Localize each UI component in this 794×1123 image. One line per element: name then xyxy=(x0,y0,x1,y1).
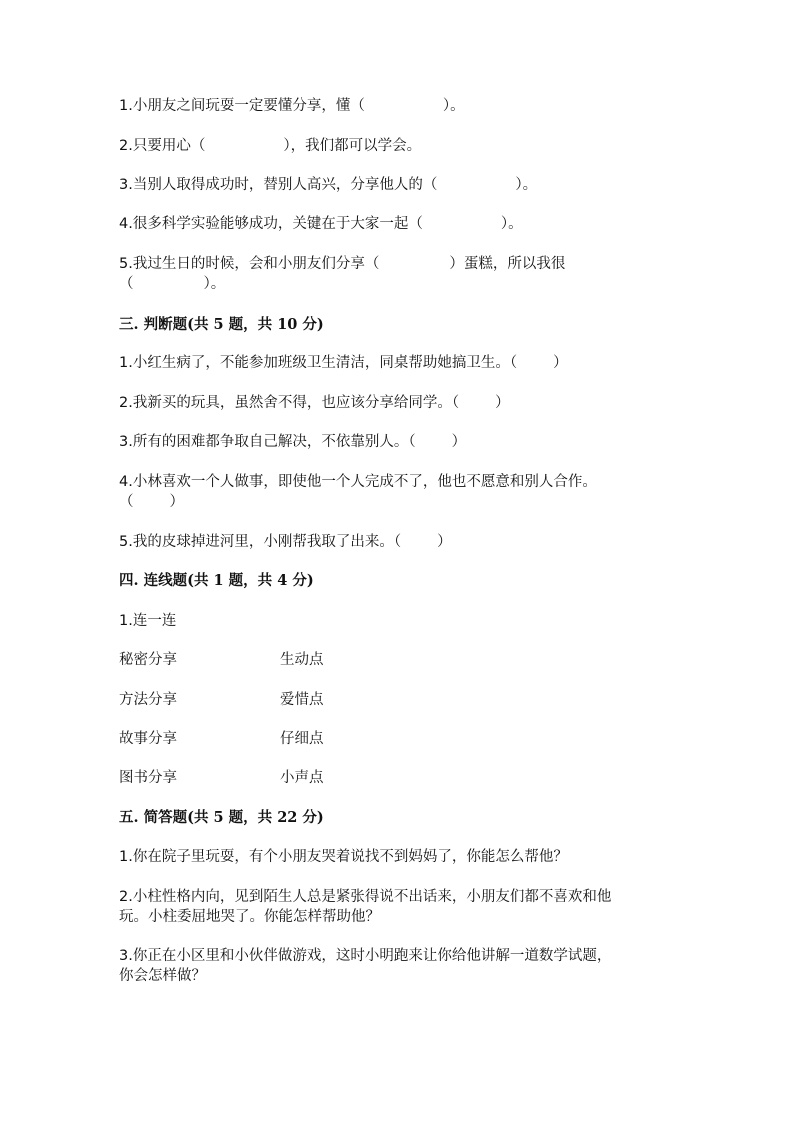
bracket-close: ） xyxy=(495,395,510,411)
matching-left-item[interactable]: 方法分享 xyxy=(119,692,177,708)
question-text: 我新买的玩具，虽然舍不得，也应该分享给同学。（ xyxy=(132,395,460,411)
question-text: 所有的困难都争取自己解决，不依靠别人。（ xyxy=(132,434,416,450)
section-heading-matching: 四. 连线题(共 1 题，共 4 分) xyxy=(119,572,314,589)
judge-q4-line2 xyxy=(119,492,184,512)
question-number: 1. xyxy=(119,98,133,114)
section-heading-judge: 三. 判断题(共 5 题，共 10 分) xyxy=(119,316,324,333)
short-answer-q3 xyxy=(119,946,611,966)
question-text-middle: ）蛋糕，所以我很 xyxy=(449,256,566,272)
question-text: 你正在小区里和小伙伴做游戏，这时小明跑来让你给他讲解一道数学试题， xyxy=(132,948,612,964)
matching-right-item[interactable]: 生动点 xyxy=(280,652,324,668)
judge-q5 xyxy=(119,532,452,552)
question-text-end: ）。 xyxy=(442,98,465,114)
bracket-close: ） xyxy=(169,494,184,510)
question-number: 1. xyxy=(119,355,133,371)
question-text: 小朋友之间玩耍一定要懂分享，懂（ xyxy=(132,98,365,114)
short-answer-q2-line2: 玩。小柱委屈地哭了。你能怎样帮助他？ xyxy=(119,909,380,925)
fill-blank-q4 xyxy=(119,214,523,234)
question-number: 3. xyxy=(119,434,133,450)
bracket-close: ） xyxy=(437,534,452,550)
question-text: 连一连 xyxy=(132,613,177,629)
fill-blank-q2 xyxy=(119,136,421,156)
short-answer-q3-line2: 你会怎样做？ xyxy=(119,968,206,984)
judge-q1 xyxy=(119,353,568,373)
judge-q4 xyxy=(119,472,597,492)
fill-blank-q5-line2 xyxy=(119,274,225,294)
question-text: 小柱性格内向，见到陌生人总是紧张得说不出话来，小朋友们都不喜欢和他 xyxy=(132,889,612,905)
question-text: 小林喜欢一个人做事，即使他一个人完成不了，他也不愿意和别人合作。 xyxy=(132,474,597,490)
bracket-open: （ xyxy=(119,276,134,292)
question-text-end: ），我们都可以学会。 xyxy=(283,138,422,154)
matching-right-item[interactable]: 爱惜点 xyxy=(280,692,324,708)
matching-left-item[interactable]: 故事分享 xyxy=(119,731,177,747)
fill-blank-q3 xyxy=(119,175,537,195)
question-number: 3. xyxy=(119,948,133,964)
question-text: 我的皮球掉进河里，小刚帮我取了出来。（ xyxy=(132,534,402,550)
question-text-end: ）。 xyxy=(515,177,538,193)
judge-q3 xyxy=(119,432,466,452)
question-number: 1. xyxy=(119,849,133,865)
bracket-close: ） xyxy=(553,355,568,371)
judge-q2 xyxy=(119,393,510,413)
question-text: 当别人取得成功时，替别人高兴，分享他人的（ xyxy=(132,177,438,193)
matching-left-item[interactable]: 秘密分享 xyxy=(119,652,177,668)
bracket-close: ） xyxy=(451,434,467,450)
short-answer-q2 xyxy=(119,887,611,907)
question-number: 2. xyxy=(119,138,133,154)
question-text: 小红生病了，不能参加班级卫生清洁，同桌帮助她搞卫生。（ xyxy=(132,355,518,371)
fill-blank-q1 xyxy=(119,96,465,116)
question-number: 4. xyxy=(119,216,133,232)
question-number: 1. xyxy=(119,613,133,629)
question-number: 2. xyxy=(119,889,133,905)
question-text: 很多科学实验能够成功，关键在于大家一起（ xyxy=(132,216,423,232)
matching-right-item[interactable]: 仔细点 xyxy=(280,731,324,747)
matching-left-item[interactable]: 图书分享 xyxy=(119,770,177,786)
section-heading-short-answer: 五. 简答题(共 5 题，共 22 分) xyxy=(119,809,324,826)
matching-q1 xyxy=(119,611,176,631)
question-text: 我过生日的时候，会和小朋友们分享（ xyxy=(132,256,380,272)
question-text: 只要用心（ xyxy=(132,138,206,154)
question-text: 你在院子里玩耍，有个小朋友哭着说找不到妈妈了，你能怎么帮他？ xyxy=(132,849,568,865)
question-number: 4. xyxy=(119,474,133,490)
question-text-end: ）。 xyxy=(500,216,523,232)
bracket-open: （ xyxy=(119,494,134,510)
question-number: 2. xyxy=(119,395,133,411)
question-number: 5. xyxy=(119,256,133,272)
question-number: 3. xyxy=(119,177,133,193)
fill-blank-q5 xyxy=(119,254,565,274)
question-number: 5. xyxy=(119,534,133,550)
question-text-end: ）。 xyxy=(203,276,226,292)
matching-right-item[interactable]: 小声点 xyxy=(280,770,324,786)
short-answer-q1 xyxy=(119,847,568,867)
